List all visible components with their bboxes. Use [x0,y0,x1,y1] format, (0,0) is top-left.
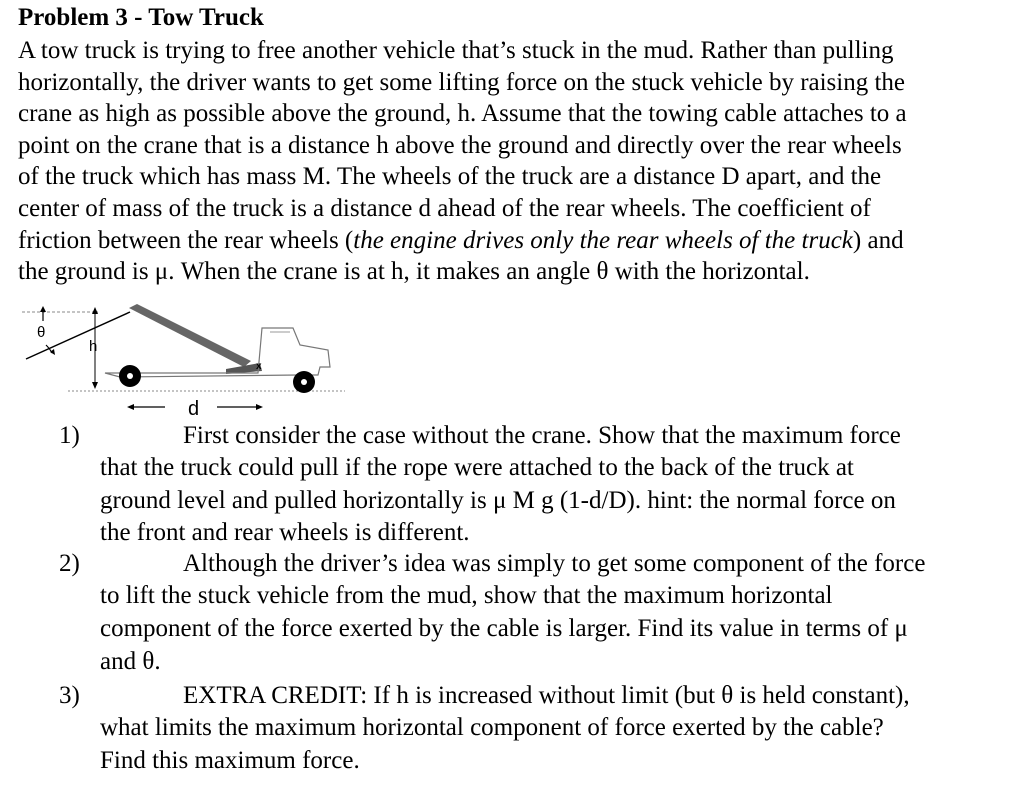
question-number: 2) [59,550,80,577]
question-line: the front and rear wheels is different. [100,519,470,546]
rear-wheel [119,365,141,387]
question-line: to lift the stuck vehicle from the mud, show that the maximum horizontal [100,582,833,609]
intro-line: friction between the rear wheels (the engine drives only the rear wheels of the truck) and [18,226,904,254]
question-number: 1) [59,422,80,449]
question-line: and θ. [100,648,161,675]
intro-line: of the truck which has mass M. The wheels of the truck are a distance D apart, and the [18,163,882,191]
intro-line: horizontally, the driver wants to get some lifting force on the stuck vehicle by raising the [18,68,906,96]
question-line: Although the driver’s idea was simply to get some component of the force [183,550,926,577]
front-wheel [293,371,315,393]
question-line: that the truck could pull if the rope were attached to the back of the truck at [100,454,854,481]
question-line: what limits the maximum horizontal component of force exerted by the cable? [100,714,884,741]
intro-line: center of mass of the truck is a distance d ahead of the rear wheels. The coefficient of [18,194,871,222]
theta-label: θ [37,324,46,341]
intro-line: crane as high as possible above the ground, h. Assume that the towing cable attaches to a [18,100,907,128]
problem-title: Problem 3 - Tow Truck [18,4,264,31]
question-line: Find this maximum force. [100,747,360,774]
italic-note: the engine drives only the rear wheels of the truck [353,226,853,254]
question-line: component of the force exerted by the cable is larger. Find its value in terms of μ [100,615,908,642]
problem-intro [18,35,1013,288]
crane-arm [129,304,251,367]
intro-line: the ground is μ. When the crane is at h, it makes an angle θ with the horizontal. [18,258,810,286]
tow-truck-diagram [0,295,360,425]
intro-line: point on the crane that is a distance h above the ground and directly over the rear wheels [18,131,902,159]
intro-line: A tow truck is trying to free another vehicle that’s stuck in the mud. Rather than pulling [18,37,894,64]
question-line: ground level and pulled horizontally is μ M g (1-d/D). hint: the normal force on [100,487,896,514]
d-label: d [188,398,200,420]
center-of-mass-marker: x [256,361,262,372]
h-label: h [89,338,98,355]
question-line: EXTRA CREDIT: If h is increased without limit (but θ is held constant), [183,682,910,709]
question-number: 3) [59,682,80,709]
question-line: First consider the case without the crane. Show that the maximum force [183,422,901,449]
